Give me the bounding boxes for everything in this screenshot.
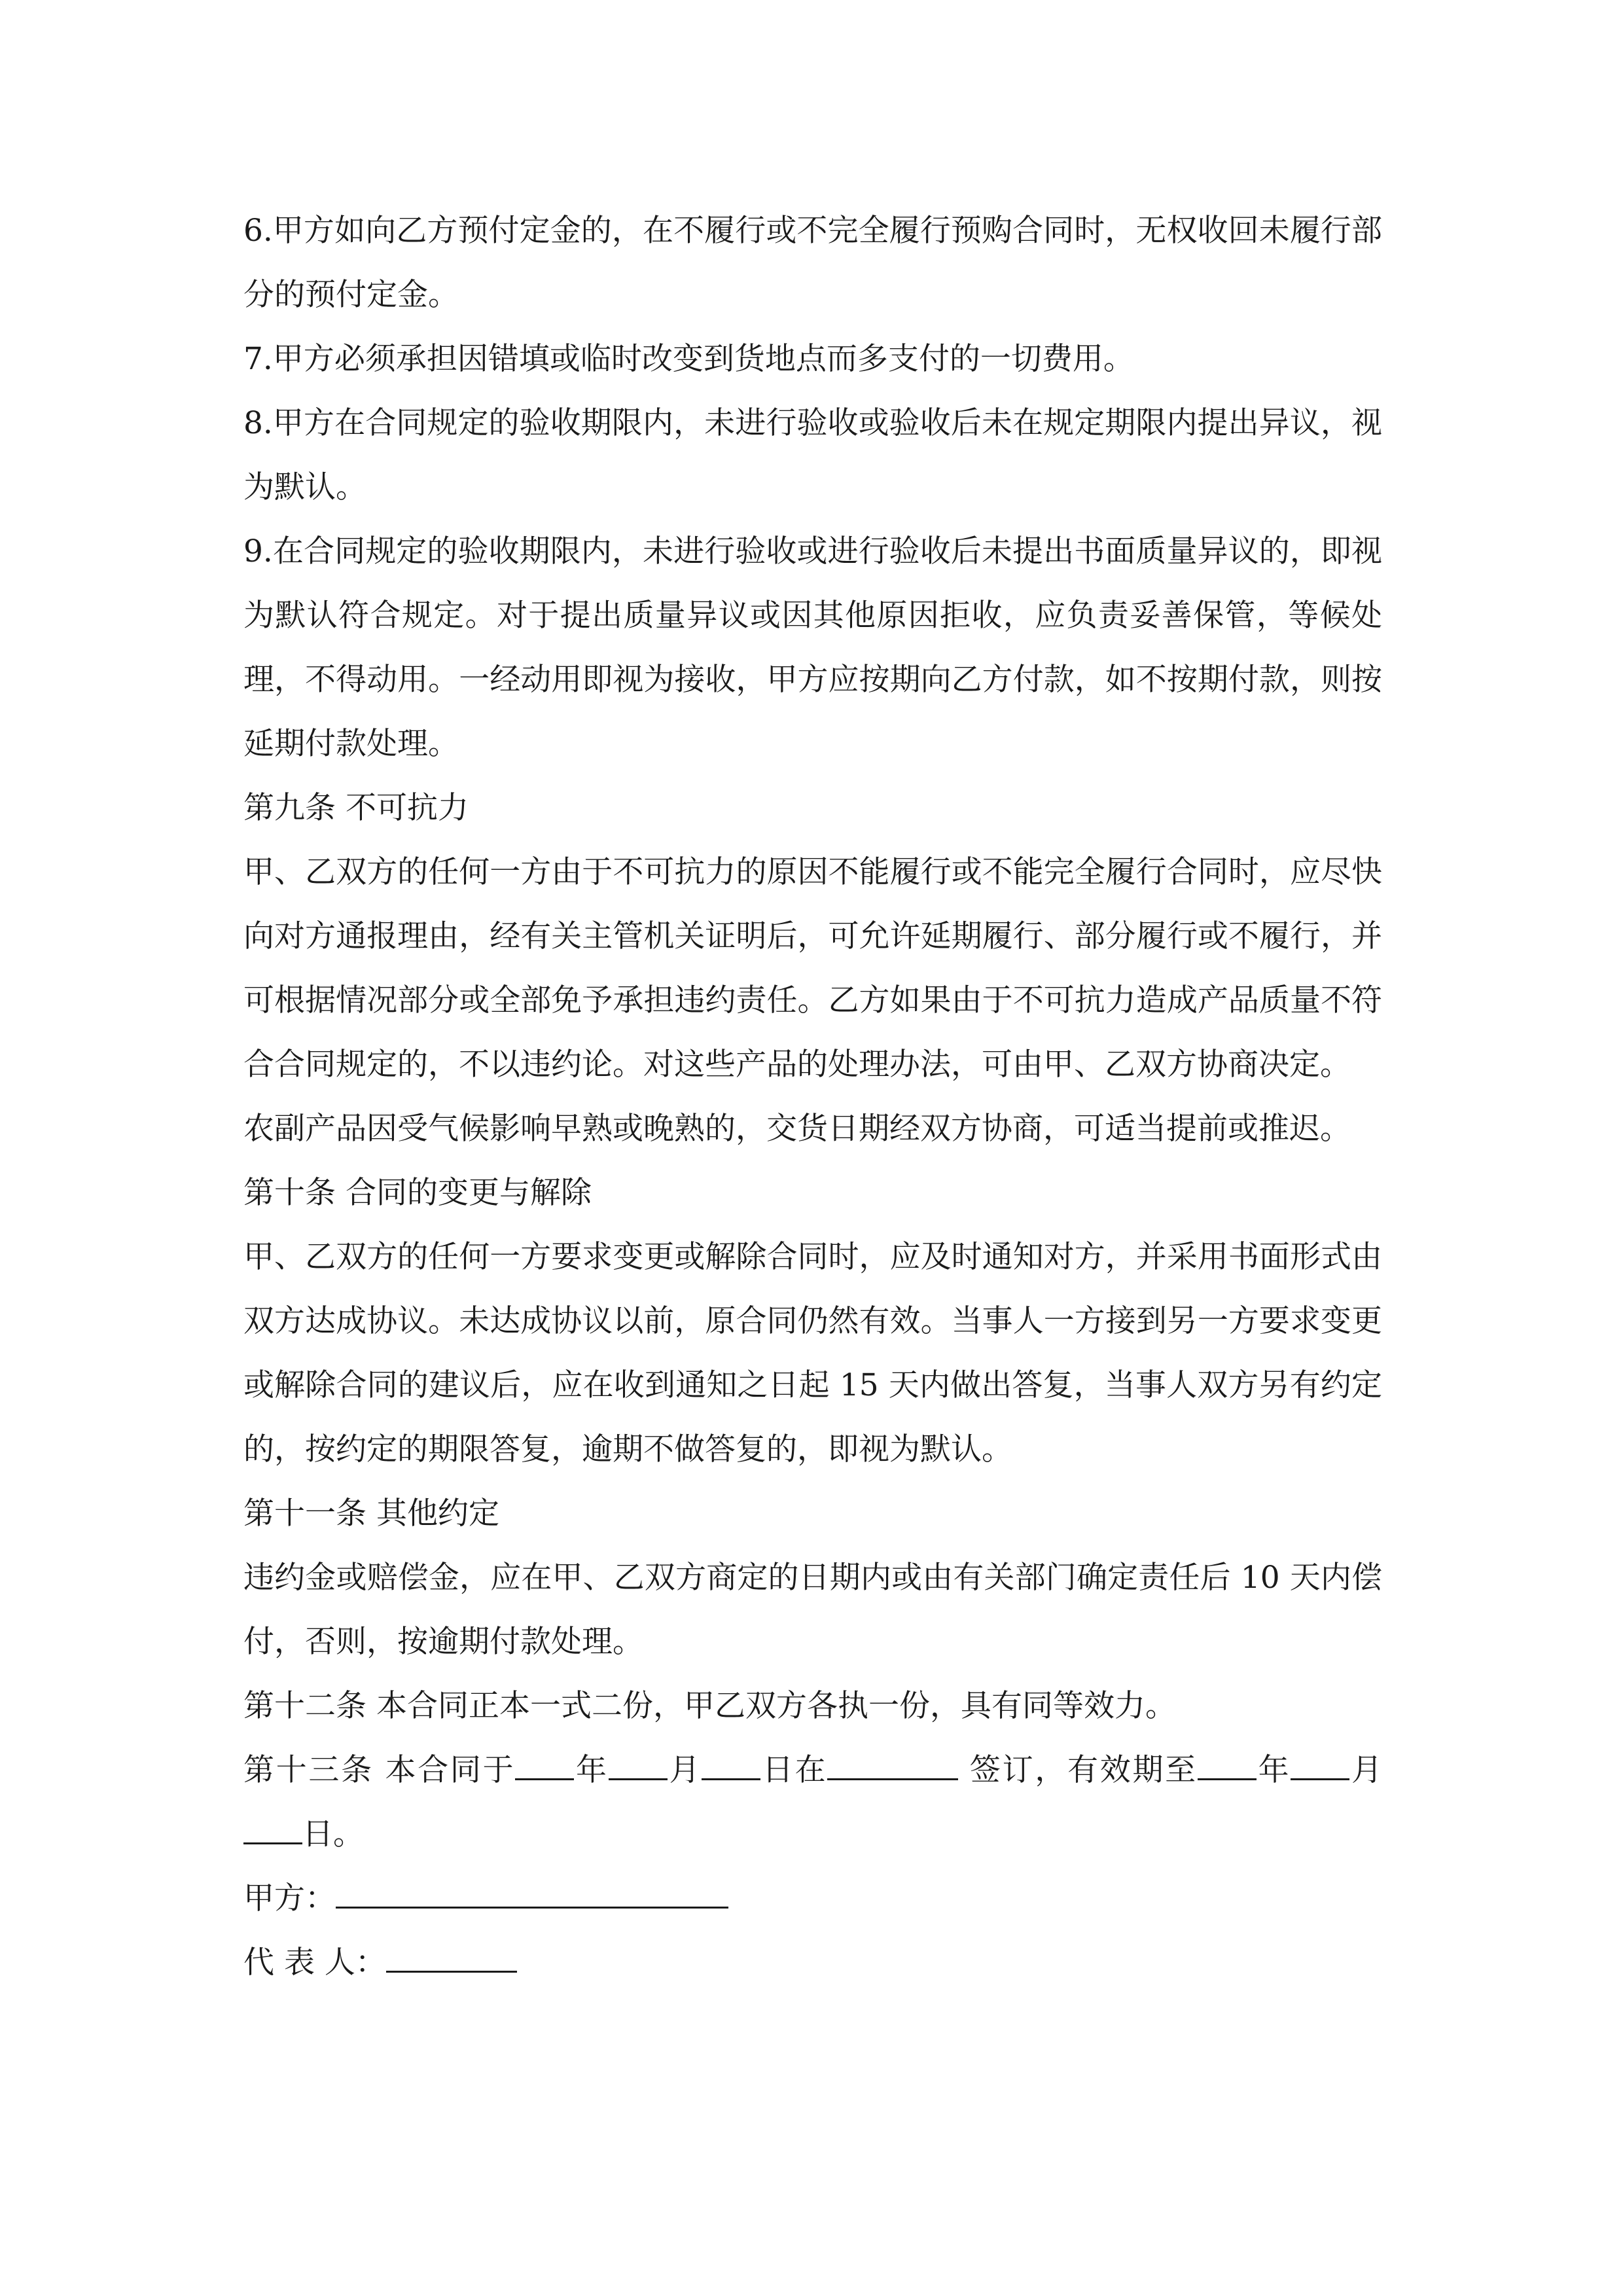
article-10-heading: 第十条 合同的变更与解除 xyxy=(243,1175,592,1211)
sign-month-blank[interactable] xyxy=(609,1744,668,1780)
party-a-label: 甲方： xyxy=(243,1880,336,1916)
clause-8: 8.甲方在合同规定的验收期限内，未进行验收或验收后未在规定期限内提出异议，视为默认。 xyxy=(243,405,1382,505)
article-13-prefix: 第十三条 本合同于 xyxy=(243,1752,516,1788)
other-agreement-text: 违约金或赔偿金，应在甲、乙双方商定的日期内或由有关部门确定责任后 10 天内偿付，否则，按逾期付款处理。 xyxy=(243,1560,1382,1660)
year-label: 年 xyxy=(574,1752,609,1788)
representative-label: 代 表 人： xyxy=(243,1945,386,1981)
month2-label: 月 xyxy=(1349,1752,1383,1788)
agricultural-products-text: 农副产品因受气候影响早熟或晚熟的，交货日期经双方协商，可适当提前或推迟。 xyxy=(243,1111,1351,1147)
article-13-text xyxy=(243,1738,1382,1867)
article-12-text: 第十二条 本合同正本一式二份，甲乙双方各执一份，具有同等效力。 xyxy=(243,1688,1176,1724)
article-9-heading: 第九条 不可抗力 xyxy=(243,790,469,826)
clause-6: 6.甲方如向乙方预付定金的，在不履行或不完全履行预购合同时，无权收回未履行部分的预付定金。 xyxy=(243,213,1382,313)
valid-year-blank[interactable] xyxy=(1198,1744,1257,1780)
day-at-label: 日在 xyxy=(760,1752,828,1788)
sign-place-blank[interactable] xyxy=(827,1744,958,1780)
clause-9: 9.在合同规定的验收期限内，未进行验收或进行验收后未提出书面质量异议的，即视为默认符合规定。对于提出质量异议或因其他原因拒收，应负责妥善保管，等候处理，不得动用。一经动用即视为接收，甲方应按期向乙方付款，如不按期付款，则按延期付款处理。 xyxy=(243,533,1382,762)
year2-label: 年 xyxy=(1256,1752,1291,1788)
force-majeure-text: 甲、乙双方的任何一方由于不可抗力的原因不能履行或不能完全履行合同时，应尽快向对方通报理由，经有关主管机关证明后，可允许延期履行、部分履行或不履行，并可根据情况部分或全部免予承担违约责任。乙方如果由于不可抗力造成产品质量不符合合同规定的，不以违约论。对这些产品的处理办法，可由甲、乙双方协商决定。 xyxy=(243,854,1382,1083)
valid-month-blank[interactable] xyxy=(1291,1744,1349,1780)
change-termination-text: 甲、乙双方的任何一方要求变更或解除合同时，应及时通知对方，并采用书面形式由双方达成协议。未达成协议以前，原合同仍然有效。当事人一方接到另一方要求变更或解除合同的建议后，应在收到通知之日起 15 天内做出答复，当事人双方另有约定的，按约定的期限答复，逾期不做答复的，即视为默认。 xyxy=(243,1239,1382,1467)
party-a-blank[interactable] xyxy=(336,1873,728,1909)
signed-label: 签订，有效期至 xyxy=(958,1752,1198,1788)
representative-line xyxy=(243,1931,1382,1995)
month-label: 月 xyxy=(667,1752,702,1788)
clause-7: 7.甲方必须承担因错填或临时改变到货地点而多支付的一切费用。 xyxy=(243,341,1134,377)
party-a-line xyxy=(243,1867,1382,1931)
article-11-heading: 第十一条 其他约定 xyxy=(243,1496,499,1532)
day2-label: 日。 xyxy=(302,1816,364,1852)
valid-day-blank[interactable] xyxy=(243,1808,302,1844)
contract-body xyxy=(243,199,1382,1995)
representative-blank[interactable] xyxy=(386,1937,517,1973)
sign-day-blank[interactable] xyxy=(702,1744,760,1780)
sign-year-blank[interactable] xyxy=(515,1744,574,1780)
